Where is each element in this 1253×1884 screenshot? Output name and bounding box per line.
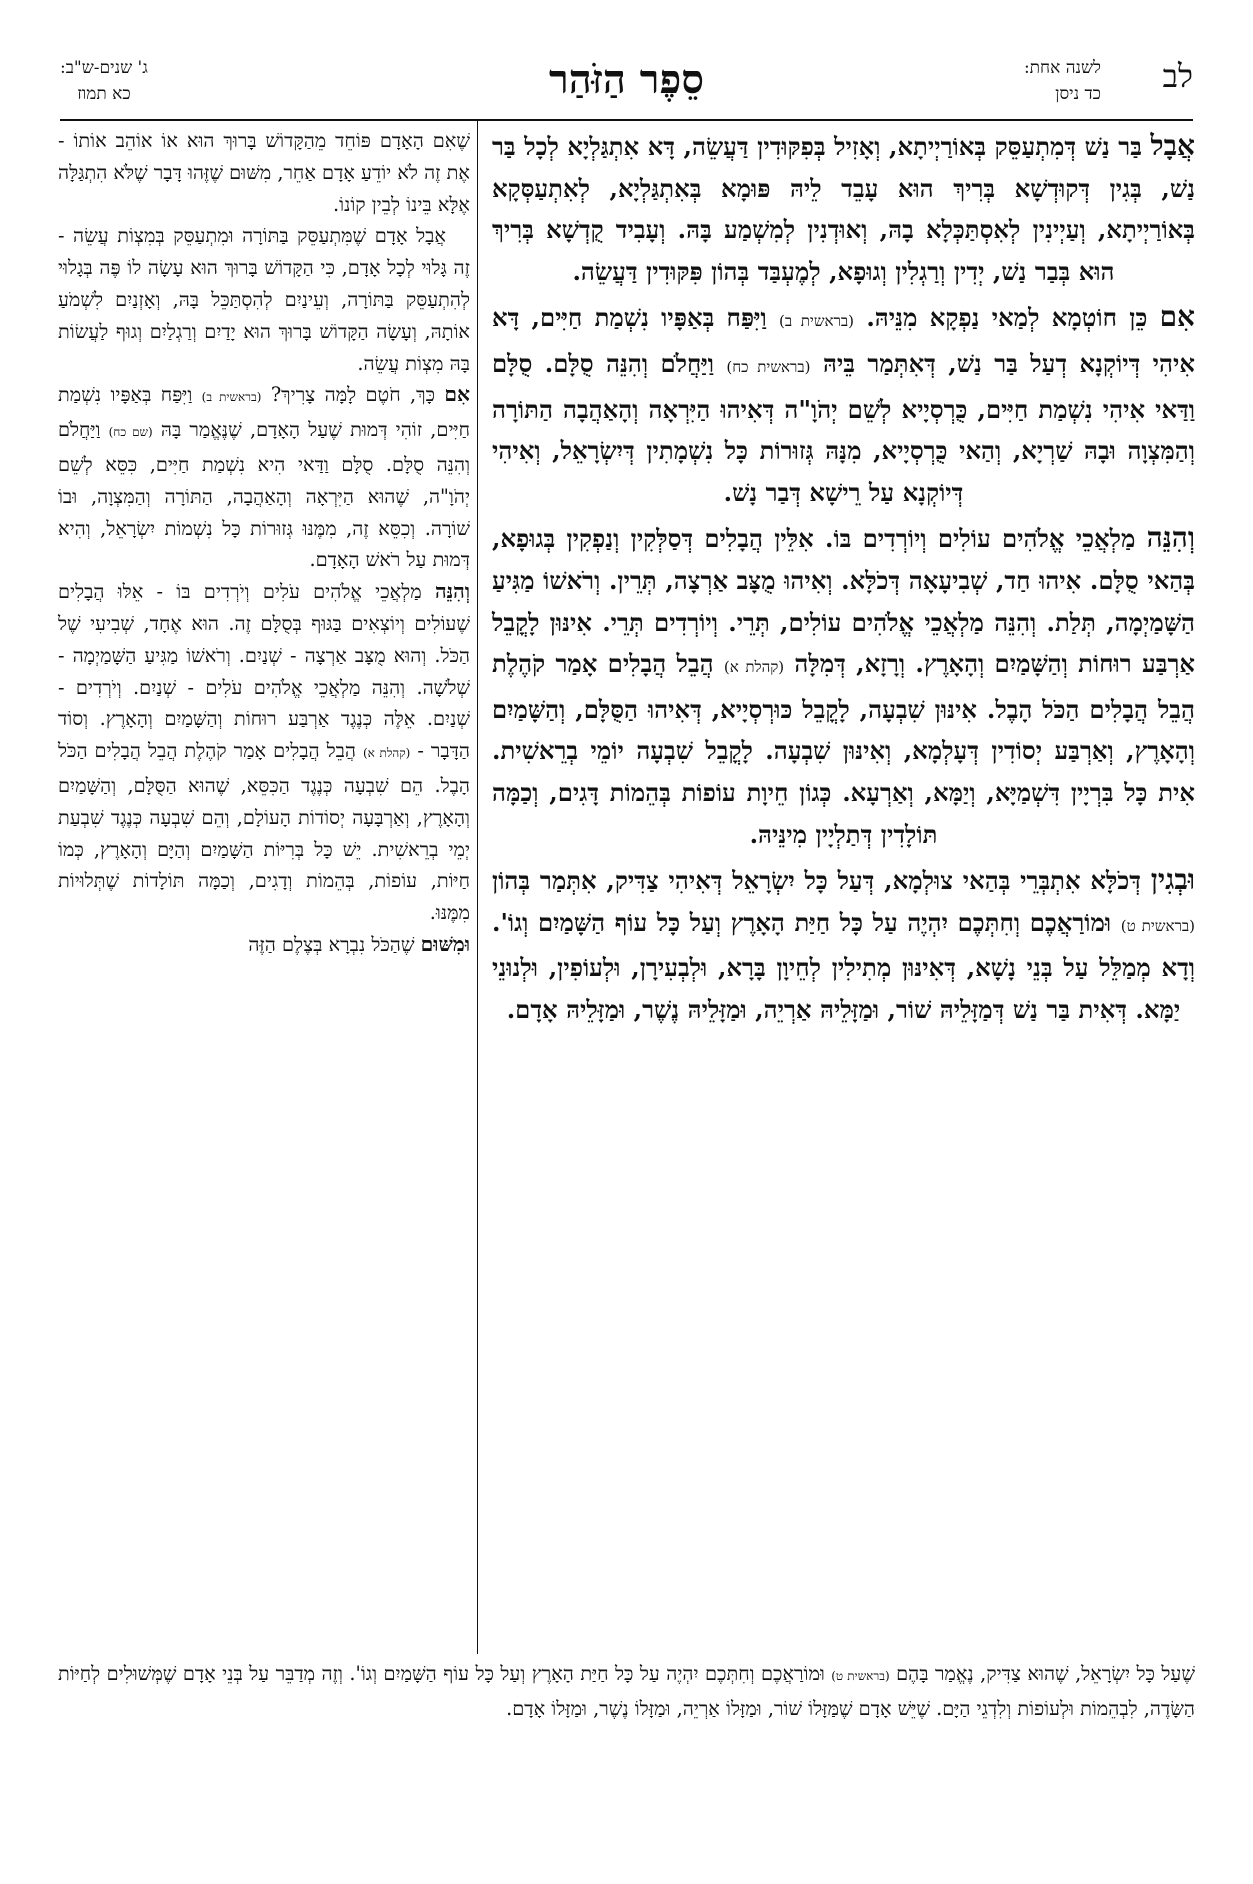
- main-text: וּמוֹרַאֲכֶם וְחִתְּכֶם יִהְיֶה עַל כָּל חַיַּת הָאָרֶץ וְעַל כָּל עוֹף הַשָּׁמַיִם וְגוֹ'. וְדָא מְמַלֵּל עַל בְּנֵי נָשָׁא, דְּאִינּוּן מְתִילִין לְחֵיוָן בָּרָא, וּלְבְעִירָן, וּלְעוֹפִין, וּלְנוּנֵי יַמָּא. דְּאִית בַּר נַשׁ דְּמַזָּלֵיהּ שׁוֹר, וּמַזָּלֵיהּ אַרְיֵה, וּמַזָּלֵיהּ נֶשֶׁר, וּמַזָּלֵיהּ אָדָם.: [492, 907, 1195, 1024]
- side-text: וַיַּחֲלֹם וְהִנֵּה סֻלָּם. סֻלָּם וַדַּאי הִיא נִשְׁמַת חַיִּים, כִּסֵּא לְשֵׁם יְהֹוָ"ה, שֶׁהוּא הַיִּרְאָה וְהָאַהֲבָה, הַתּוֹרָה וְהַמִּצְוָה, וּבוֹ שׁוֹרָה. וְכִסֵּא זֶה, מִמֶּנּוּ גְּזוּרוֹת כָּל נִשְׁמוֹת יִשְׂרָאֵל, וְהִיא דְּמוּת עַל רֹאשׁ הָאָדָם.: [58, 418, 470, 572]
- verse-reference: (בראשית ט): [831, 1669, 890, 1683]
- main-text: כֵּן חוֹטְמָא לְמַאי נַפְקָא מִנֵּיהּ.: [854, 303, 1160, 333]
- main-paragraph-3: [492, 517, 1195, 855]
- initial-word: וּמִשּׁוּם: [420, 931, 470, 956]
- book-title: סֵפֶר הַזֹּהַר: [549, 56, 704, 103]
- side-paragraph-2: אֲבָל אָדָם שֶׁמִּתְעַסֵּק בַּתּוֹרָה וּמִתְעַסֵּק בְּמִצְוֹת עֲשֵׂה - זֶה גָּלוּי לְכָל אָדָם, כִּי הַקָּדוֹשׁ בָּרוּךְ הוּא עָשָׂה לוֹ פֶּה בְּגָלוּי לְהִתְעַסֵּק בַּתּוֹרָה, וְעֵינַיִם לְהִסְתַּכֵּל בָּהּ, וְאָזְנַיִם לִשְׁמֹעַ אוֹתָהּ, וְעָשָׂה הַקָּדוֹשׁ בָּרוּךְ הוּא יָדַיִם וְרַגְלַיִם וְגוּף לַעֲשׂוֹת בָּהּ מִצְוֹת עֲשֵׂה.: [58, 224, 470, 375]
- side-text: הֲבֵל הֲבָלִים אָמַר קֹהֶלֶת הֲבֵל הֲבָלִים הַכֹּל הָבֶל. הֵם שִׁבְעָה כְּנֶגֶד הַכִּסֵּא, שֶׁהוּא הַסֻּלָּם, וְהַשָּׁמַיִם וְהָאָרֶץ, וְאַרְבָּעָה יְסוֹדוֹת הָעוֹלָם, וְהֵם שִׁבְעָה כְּנֶגֶד שִׁבְעַת יְמֵי בְרֵאשִׁית. יֵשׁ כָּל בְּרִיּוֹת הַשָּׁמַיִם וְהַיָּם וְהָאָרֶץ, כְּמוֹ חַיּוֹת, עוֹפוֹת, בְּהֵמוֹת וְדָגִים, וְכַמָּה תּוֹלָדוֹת שֶׁתְּלוּיוֹת מִמֶּנּוּ.: [58, 739, 470, 925]
- initial-word: אֲבָל: [1150, 129, 1195, 162]
- header-left-line2: כא תמוז: [77, 84, 131, 104]
- verse-reference: (שם כח): [108, 425, 153, 440]
- header-right-line2: כד ניסן: [1055, 84, 1101, 104]
- side-paragraph-5: [58, 929, 470, 961]
- bottom-continuation: [58, 1658, 1195, 1725]
- main-column-aramaic: [492, 125, 1195, 1034]
- verse-reference: (בראשית ב): [779, 312, 855, 331]
- bottom-text: שֶׁעַל כָּל יִשְׂרָאֵל, שֶׁהוּא צַדִּיק, נֶאֱמַר בָּהֶם: [889, 1662, 1195, 1685]
- main-text: דְּכֹלָּא אִתְבְּרֵי בְּהַאי צוּלְמָא, דְּעַל כָּל יִשְׂרָאֵל דְּאִיהִי צַדִּיק, אִתְּמַר בְּהוֹן: [492, 866, 1151, 896]
- verse-reference: (קהלת א): [363, 746, 411, 761]
- verse-reference: (קהלת א): [723, 658, 785, 677]
- initial-word: וּבְגִין: [1150, 863, 1195, 897]
- initial-word: אִם: [444, 382, 470, 407]
- bottom-paragraph: [58, 1658, 1195, 1725]
- side-paragraph-4: [58, 576, 470, 929]
- verse-reference: (בראשית ט): [1120, 916, 1195, 935]
- header-rule: [60, 119, 1193, 121]
- initial-word: אִם: [1159, 300, 1195, 334]
- side-paragraph-3: [58, 379, 470, 576]
- header-left-line1: ג' שנים-ש"ב:: [60, 58, 148, 78]
- verse-reference: (בראשית כח): [726, 357, 811, 376]
- main-paragraph-4: [492, 859, 1195, 1030]
- column-divider: [477, 121, 478, 1654]
- side-text: שֶׁהַכֹּל נִבְרָא בְּצֶלֶם הַזֶּה: [248, 932, 421, 956]
- initial-word: וְהִנֵּה: [1146, 521, 1195, 555]
- verse-reference: (בראשית ב): [201, 390, 262, 405]
- main-text: מַלְאֲכֵי אֱלֹהִים עוֹלִים וְיוֹרְדִים בּוֹ. אִלֵּין הֲבָלִים דְּסַלְּקִין וְנַפְקִין בְּגוּפָא, בְּהַאי סֻלָּם. אִיהוּ חַד, שְׁבִיעָאָה דְּכֹלָּא. וְאִיהוּ מֻצָּב אַרְצָה, תְּרֵין. וְרֹאשׁוֹ מַגִּיעַ הַשָּׁמַיְמָה, תְּלַת. וְהִנֵּה מַלְאֲכֵי אֱלֹהִים עוֹלִים, תְּרֵי. וְיוֹרְדִים תְּרֵי. אִינּוּן לָקֳבֵל אַרְבַּע רוּחוֹת וְהַשָּׁמַיִם וְהָאָרֶץ. וְרָזָא, דְּמִלָּה: [492, 524, 1195, 679]
- side-text: מַלְאֲכֵי אֱלֹהִים עֹלִים וְיֹרְדִים בּוֹ - אֵלּוּ הֲבָלִים שֶׁעוֹלִים וְיוֹצְאִים בַּגּוּף בְּסֻלָּם זֶה. הוּא אֶחָד, שְׁבִיעִי שֶׁל הַכֹּל. וְהוּא מֻצָּב אַרְצָה - שְׁנַיִם. וְרֹאשׁוֹ מַגִּיעַ הַשָּׁמַיְמָה - שְׁלֹשָׁה. וְהִנֵּה מַלְאֲכֵי אֱלֹהִים עֹלִים - שְׁנַיִם. וְיֹרְדִים - שְׁנַיִם. אֵלֶּה כְּנֶגֶד אַרְבַּע רוּחוֹת וְהַשָּׁמַיִם וְהָאָרֶץ. וְסוֹד הַדָּבָר -: [58, 580, 470, 763]
- header-left-info: [60, 55, 148, 107]
- side-text: וַיִּפַּח בְּאַפָּיו נִשְׁמַת חַיִּים, זוֹהִי דְּמוּת שֶׁעַל הָאָדָם, שֶׁנֶּאֱמַר בָּהּ: [58, 383, 470, 442]
- bottom-text: וּמוֹרַאֲכֶם וְחִתְּכֶם יִהְיֶה עַל כָּל חַיַּת הָאָרֶץ וְעַל כָּל עוֹף הַשָּׁמַיִם וְגוֹ'. וְזֶה מְדַבֵּר עַל בְּנֵי אָדָם שֶׁמְּשׁוּלִים לְחַיּוֹת הַשָּׂדֶה, לִבְהֵמוֹת וּלְעוֹפוֹת וְלִדְגֵי הַיָּם. שֶׁיֵּשׁ אָדָם שֶׁמַּזָּלוֹ שׁוֹר, וּמַזָּלוֹ אַרְיֵה, וּמַזָּלוֹ נֶשֶׁר, וּמַזָּלוֹ אָדָם.: [58, 1662, 1195, 1720]
- page-number: לב: [1162, 57, 1193, 95]
- main-paragraph-1: [492, 125, 1195, 292]
- initial-word: וְהִנֵּה: [434, 579, 470, 604]
- page-header: [60, 55, 1193, 113]
- header-right-line1: לשנה אחת:: [1023, 58, 1101, 78]
- main-text: וַיַּחֲלֹם וְהִנֵּה סֻלָּם. סֻלָּם וַדַּאי אִיהִי נִשְׁמַת חַיִּים, כֻּרְסְיָיא לְשֵׁם יְהֹוָ"ה דְּאִיהוּ הַיִּרְאָה וְהָאַהֲבָה הַתּוֹרָה וְהַמִּצְוָה וּבָהּ שַׁרְיָא, וְהַאי כֻּרְסְיָיא, מִנָּהּ גְּזוּרוֹת כָּל נִשְׁמָתִין דְּיִשְׂרָאֵל, וְאִיהִי דְּיוֹקְנָא עַל רֵישָׁא דְּבַר נָשׁ.: [492, 348, 1195, 507]
- side-column-hebrew: [58, 125, 470, 961]
- main-paragraph-2: [492, 296, 1195, 513]
- side-paragraph-1: שֶׁאִם הָאָדָם פּוֹחֵד מֵהַקָּדוֹשׁ בָּרוּךְ הוּא אוֹ אוֹהֵב אוֹתוֹ - אֶת זֶה לֹא יוֹדֵעַ אָדָם אַחֵר, מִשּׁוּם שֶׁזֶּהוּ דָּבָר שֶׁלֹּא הִתְגַּלָּה אֶלָּא בֵּינוֹ לְבֵין קוֹנוֹ.: [57, 129, 470, 216]
- main-text: בַּר נַשׁ דְּמִתְעַסֵּק בְּאוֹרַיְיתָא, וְאָזִיל בְּפִקּוּדִין דַּעֲשֵׂה, דָּא אִתְגַּלְיָא לְכָל בַּר נַשׁ, בְּגִין דְּקוּדְשָׁא בְּרִיךְ הוּא עָבֵד לֵיהּ פּוּמָא בְּאִתְגַּלְיָא, לְאִתְעַסְּקָא בְּאוֹרַיְיתָא, וְעַיְינִין לְאִסְתַּכְּלָא בָהּ, וְאוּדְנִין לְמִשְׁמַע בָּהּ. וְעָבִיד קֻדְשָׁא בְּרִיךְ הוּא בְּבַר נַשׁ, יְדִין וְרַגְלִין וְגוּפָא, לְמֶעְבַּד בְּהוֹן פִּקּוּדִין דַּעֲשֵׂה.: [492, 132, 1195, 286]
- side-text: כָּךְ, חֹטֶם לָמָּה צָרִיךְ?: [261, 383, 445, 407]
- main-text: וַיִּפַּח בְּאַפָּיו נִשְׁמַת חַיִּים, דָּא אִיהִי דְּיוֹקְנָא דְעַל בַּר נַשׁ, דְּאִתְּמַר בֵּיהּ: [492, 303, 1195, 378]
- main-text: הֲבֵל הֲבָלִים אָמַר קֹהֶלֶת הֲבֵל הֲבָלִים הַכֹּל הָבֶל. אִינּוּן שִׁבְעָה, לָקֳבֵל כּוּרְסְיָיא, דְּאִיהוּ הַסֻּלָּם, וְהַשָּׁמַיִם וְהָאָרֶץ, וְאַרְבַּע יְסוֹדִין דְּעָלְמָא, וְאִינּוּן שִׁבְעָה. לָקֳבֵל שִׁבְעָה יוֹמֵי בְרֵאשִׁית. אִית כָּל בִּרְיָין דִּשְׁמַיָּא, וְיַמָּא, וְאַרְעָא. כְּגוֹן חֵיוָת עוֹפוֹת בְּהֵמוֹת דָּגִים, וְכַמָּה תּוֹלָדִין דְּתַלְיָין מִינֵּיהּ.: [492, 649, 1195, 849]
